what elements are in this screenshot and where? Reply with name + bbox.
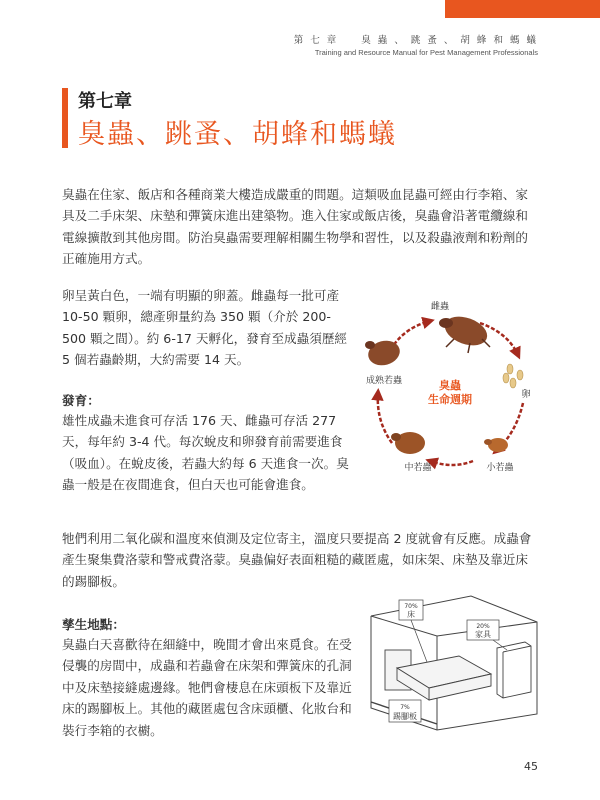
egg-paragraph: 卵呈黃白色，一端有明顯的卵蓋。雌蟲每一批可產 10-50 顆卵，總產卵量約為 350 顆（介於 200-500 顆之間）。約 6-17 天孵化，發育至成蟲須歷經 5 個若蟲齡期，大約需要 14 天。: [62, 288, 348, 368]
bed-bug-life-cycle-figure: [358, 293, 538, 475]
label-baseboard-text: 踢腳板: [393, 712, 417, 721]
label-baseboard-pct: 7%: [400, 704, 410, 711]
chapter-title: 臭蟲、跳蚤、胡蜂和螞蟻: [78, 119, 397, 150]
adult-female-bug-illustration: [439, 311, 491, 353]
running-header-chapter: 第 七 章 臭 蟲 、 跳 蚤 、 胡 蜂 和 螞 蟻: [293, 35, 538, 46]
running-header-manual-title: Training and Resource Manual for Pest Management Professionals: [314, 48, 538, 57]
label-furniture-text: 家具: [475, 630, 491, 639]
top-accent-bar: [445, 0, 600, 18]
life-cycle-title-line1: 臭蟲: [439, 379, 461, 392]
chapter-label: 第七章: [78, 91, 132, 112]
development-paragraph: 雄性成蟲未進食可存活 176 天、雌蟲可存活 277 天，每年約 3-4 代。每次蛻皮和卵發育前需要進食（吸血）。在蛻皮後，若蟲大約每 6 天進食一次。臭蟲一般是在夜間進食，但白天也可能會進食。: [62, 413, 349, 493]
habitat-paragraph: 臭蟲白天喜歡待在細縫中，晚間才會出來覓食。在受侵襲的房間中，成蟲和若蟲會在床架和彈簧床的孔洞中及床墊接縫處邊緣。牠們會棲息在床頭板下及靠近床的踢腳板上。其他的藏匿處包含床頭櫃、化妝台和裝行李箱的衣櫥。: [62, 637, 352, 738]
small-nymph-illustration: [484, 438, 508, 452]
host-detection-paragraph: 牠們利用二氧化碳和溫度來偵測及定位寄主，溫度只要提高 2 度就會有反應。成蟲會產生聚集費洛蒙和警戒費洛蒙。臭蟲偏好表面粗糙的藏匿處，如床架、床墊及靠近床的踢腳板。: [62, 531, 532, 589]
life-cycle-title-line2: 生命週期: [428, 393, 472, 406]
habitat-heading: 孳生地點：: [62, 617, 125, 632]
stage-label-small-nymph: 小若蟲: [486, 463, 514, 473]
stage-label-mature-nymph: 成熟若蟲: [365, 376, 403, 386]
page-number: 45: [524, 760, 538, 773]
stage-label-medium-nymph: 中若蟲: [404, 463, 432, 473]
label-baseboard: [389, 700, 421, 722]
label-bed-pct: 70%: [404, 603, 418, 610]
room-harborage-diagram: [367, 592, 540, 732]
stage-label-female: 雌蟲: [430, 302, 450, 312]
furniture-illustration: [497, 642, 531, 698]
label-furniture-pct: 20%: [476, 623, 490, 630]
development-heading: 發育：: [62, 393, 100, 408]
intro-paragraph: 臭蟲在住家、飯店和各種商業大樓造成嚴重的問題。這類吸血昆蟲可經由行李箱、家具及二手床架、床墊和彈簧床進出建築物。進入住家或飯店後，臭蟲會沿著電纜線和電線擴散到其他房間。防治臭蟲需要理解相關生物學和習性，以及殺蟲液劑和粉劑的正確施用方式。: [62, 187, 528, 267]
medium-nymph-illustration: [391, 432, 425, 454]
chapter-accent-bar: [62, 88, 68, 148]
label-bed-text: 床: [407, 610, 415, 619]
bed-illustration: [385, 650, 491, 700]
eggs-illustration: [503, 364, 523, 388]
stage-label-egg: 卵: [521, 390, 531, 400]
label-furniture: [467, 620, 507, 650]
